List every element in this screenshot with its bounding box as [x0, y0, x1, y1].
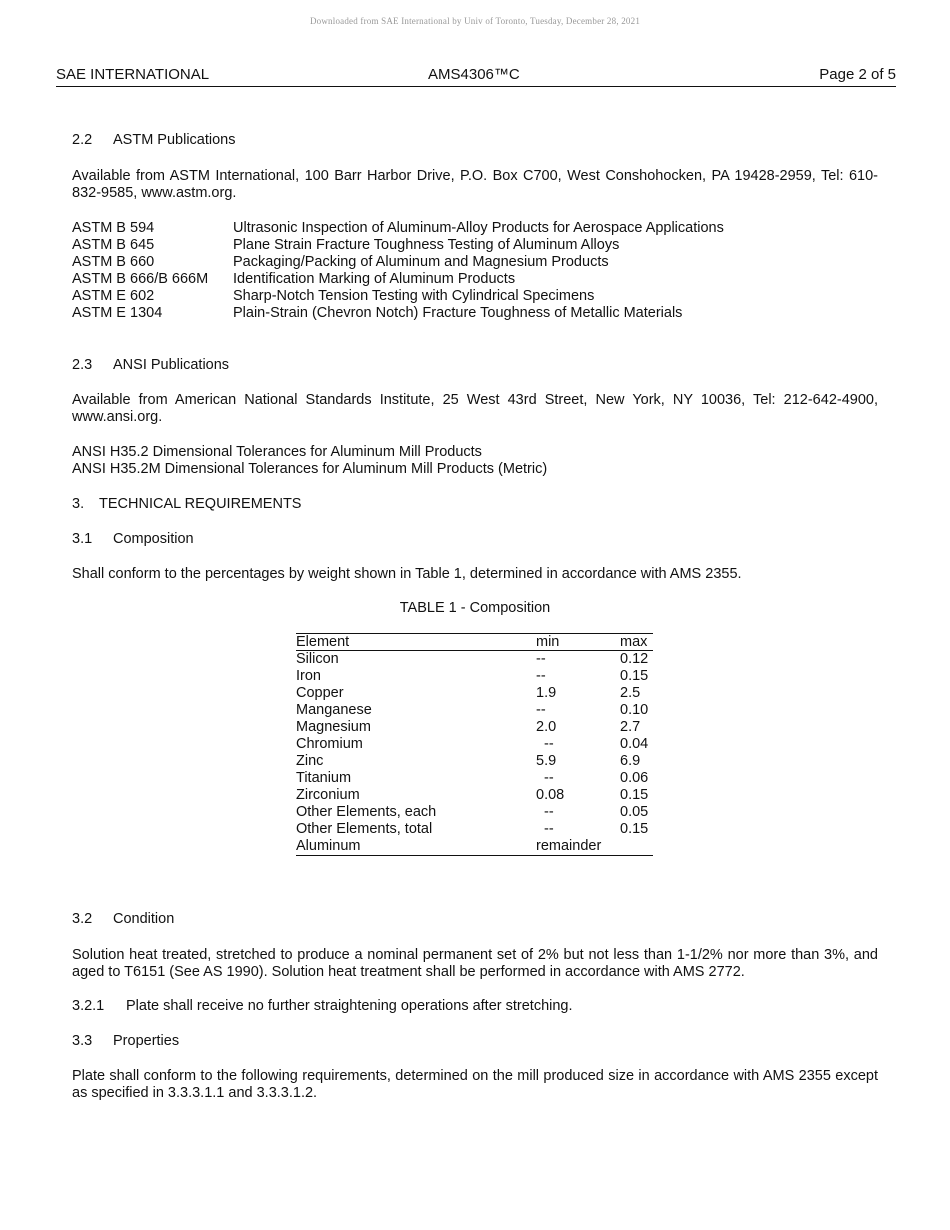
reference-title: Plane Strain Fracture Toughness Testing of Aluminum Alloys	[233, 237, 620, 253]
table-row	[296, 821, 653, 838]
section-title: ASTM Publications	[113, 132, 236, 148]
element-cell: Manganese	[296, 702, 372, 718]
column-header-max: max	[620, 634, 653, 651]
section-text: Plate shall receive no further straightening operations after stretching.	[126, 998, 573, 1014]
min-cell: --	[544, 821, 554, 837]
min-cell: remainder	[536, 838, 620, 856]
section-2-3-heading	[72, 357, 229, 373]
table-row	[296, 702, 653, 719]
page-header	[56, 66, 896, 87]
reference-title: Ultrasonic Inspection of Aluminum-Alloy Products for Aerospace Applications	[233, 220, 724, 236]
max-cell: 6.9	[620, 753, 641, 769]
reference-title: Sharp-Notch Tension Testing with Cylindrical Specimens	[233, 288, 595, 304]
table-row	[296, 719, 653, 736]
element-cell: Zinc	[296, 753, 324, 769]
ansi-reference-list	[72, 444, 547, 478]
header-page-number: Page 2 of 5	[819, 66, 896, 83]
astm-reference	[72, 220, 878, 237]
table-row	[296, 685, 653, 702]
reference-code: ASTM B 594	[72, 220, 155, 236]
table-row	[296, 804, 653, 821]
section-3-2-heading	[72, 911, 174, 927]
section-number: 3.3	[72, 1033, 93, 1049]
element-cell: Silicon	[296, 651, 339, 667]
min-cell: --	[544, 770, 554, 786]
composition-statement: Shall conform to the percentages by weight shown in Table 1, determined in accordance with AMS 2355.	[72, 566, 742, 582]
table-row	[296, 753, 653, 770]
element-cell: Chromium	[296, 736, 363, 752]
min-cell: --	[544, 804, 554, 820]
min-cell: 5.9	[536, 753, 557, 769]
section-number: 3.2.1	[72, 998, 105, 1014]
reference-code: ASTM B 660	[72, 254, 155, 270]
section-3-2-1	[72, 998, 573, 1014]
element-cell: Titanium	[296, 770, 352, 786]
section-number: 2.3	[72, 357, 93, 373]
reference-title: Plain-Strain (Chevron Notch) Fracture Toughness of Metallic Materials	[233, 305, 683, 321]
max-cell: 0.15	[620, 668, 649, 684]
element-cell: Iron	[296, 668, 321, 684]
element-cell: Copper	[296, 685, 344, 701]
table-header-row	[296, 634, 653, 651]
reference-code: ASTM E 602	[72, 288, 155, 304]
table-row	[296, 838, 653, 856]
max-cell: 0.15	[620, 821, 649, 837]
header-document-number: AMS4306™C	[428, 66, 520, 83]
max-cell: 0.04	[620, 736, 649, 752]
max-cell: 0.10	[620, 702, 649, 718]
astm-reference	[72, 288, 878, 305]
ansi-reference: ANSI H35.2 Dimensional Tolerances for Aluminum Mill Products	[72, 444, 482, 460]
max-cell	[620, 838, 653, 856]
section-title: Composition	[113, 531, 194, 547]
ansi-availability: Available from American National Standards Institute, 25 West 43rd Street, New York, NY 10036, Tel: 212-642-4900, www.ansi.org.	[72, 392, 878, 425]
section-number: 3.	[72, 496, 85, 512]
min-cell: 0.08	[536, 787, 565, 803]
section-3-3-heading	[72, 1033, 179, 1049]
table-row	[296, 736, 653, 753]
max-cell: 0.06	[620, 770, 649, 786]
section-number: 3.2	[72, 911, 93, 927]
astm-reference	[72, 254, 878, 271]
element-cell: Other Elements, total	[296, 821, 433, 837]
astm-reference-list	[72, 220, 878, 322]
min-cell: 2.0	[536, 719, 557, 735]
table-row	[296, 668, 653, 685]
section-3-heading	[72, 496, 301, 512]
reference-code: ASTM B 666/B 666M	[72, 271, 209, 287]
max-cell: 2.7	[620, 719, 641, 735]
element-cell: Other Elements, each	[296, 804, 437, 820]
section-2-2-heading	[72, 132, 236, 148]
table-row	[296, 770, 653, 787]
section-number: 2.2	[72, 132, 93, 148]
section-title: ANSI Publications	[113, 357, 230, 373]
element-cell: Zirconium	[296, 787, 360, 803]
min-cell: --	[544, 736, 554, 752]
section-3-1-heading	[72, 531, 194, 547]
reference-title: Identification Marking of Aluminum Products	[233, 271, 516, 287]
table-caption: TABLE 1 - Composition	[399, 600, 551, 616]
properties-statement: Plate shall conform to the following requirements, determined on the mill produced size in accordance with AMS 2355 except as specified in 3.3.3.1.1 and 3.3.3.1.2.	[72, 1068, 878, 1101]
ansi-reference: ANSI H35.2M Dimensional Tolerances for Aluminum Mill Products (Metric)	[72, 461, 548, 477]
element-cell: Aluminum	[296, 838, 536, 856]
section-title: TECHNICAL REQUIREMENTS	[99, 496, 302, 512]
table-row	[296, 787, 653, 804]
section-number: 3.1	[72, 531, 93, 547]
reference-title: Packaging/Packing of Aluminum and Magnesium Products	[233, 254, 609, 270]
min-cell: --	[536, 651, 546, 667]
astm-reference	[72, 305, 878, 322]
table-row	[296, 651, 653, 669]
min-cell: --	[536, 668, 546, 684]
astm-reference	[72, 271, 878, 288]
section-title: Properties	[113, 1033, 180, 1049]
astm-availability: Available from ASTM International, 100 Barr Harbor Drive, P.O. Box C700, West Conshohocken, PA 19428-2959, Tel: 610-832-9585, www.astm.org.	[72, 168, 878, 201]
section-title: Condition	[113, 911, 175, 927]
max-cell: 2.5	[620, 685, 641, 701]
reference-code: ASTM E 1304	[72, 305, 163, 321]
column-header-min: min	[536, 634, 620, 651]
max-cell: 0.15	[620, 787, 649, 803]
max-cell: 0.12	[620, 651, 649, 667]
reference-code: ASTM B 645	[72, 237, 155, 253]
min-cell: --	[536, 702, 546, 718]
header-publisher: SAE INTERNATIONAL	[56, 66, 210, 83]
element-cell: Magnesium	[296, 719, 371, 735]
min-cell: 1.9	[536, 685, 557, 701]
column-header-element: Element	[296, 634, 536, 651]
max-cell: 0.05	[620, 804, 649, 820]
astm-reference	[72, 237, 878, 254]
composition-table	[296, 633, 653, 856]
download-notice: Downloaded from SAE International by Univ of Toronto, Tuesday, December 28, 2021	[309, 16, 641, 26]
condition-statement: Solution heat treated, stretched to produce a nominal permanent set of 2% but not less than 1-1/2% nor more than 3%, and aged to T6151 (See AS 1990). Solution heat treatment shall be performed in accordance with AMS 2772.	[72, 947, 878, 980]
